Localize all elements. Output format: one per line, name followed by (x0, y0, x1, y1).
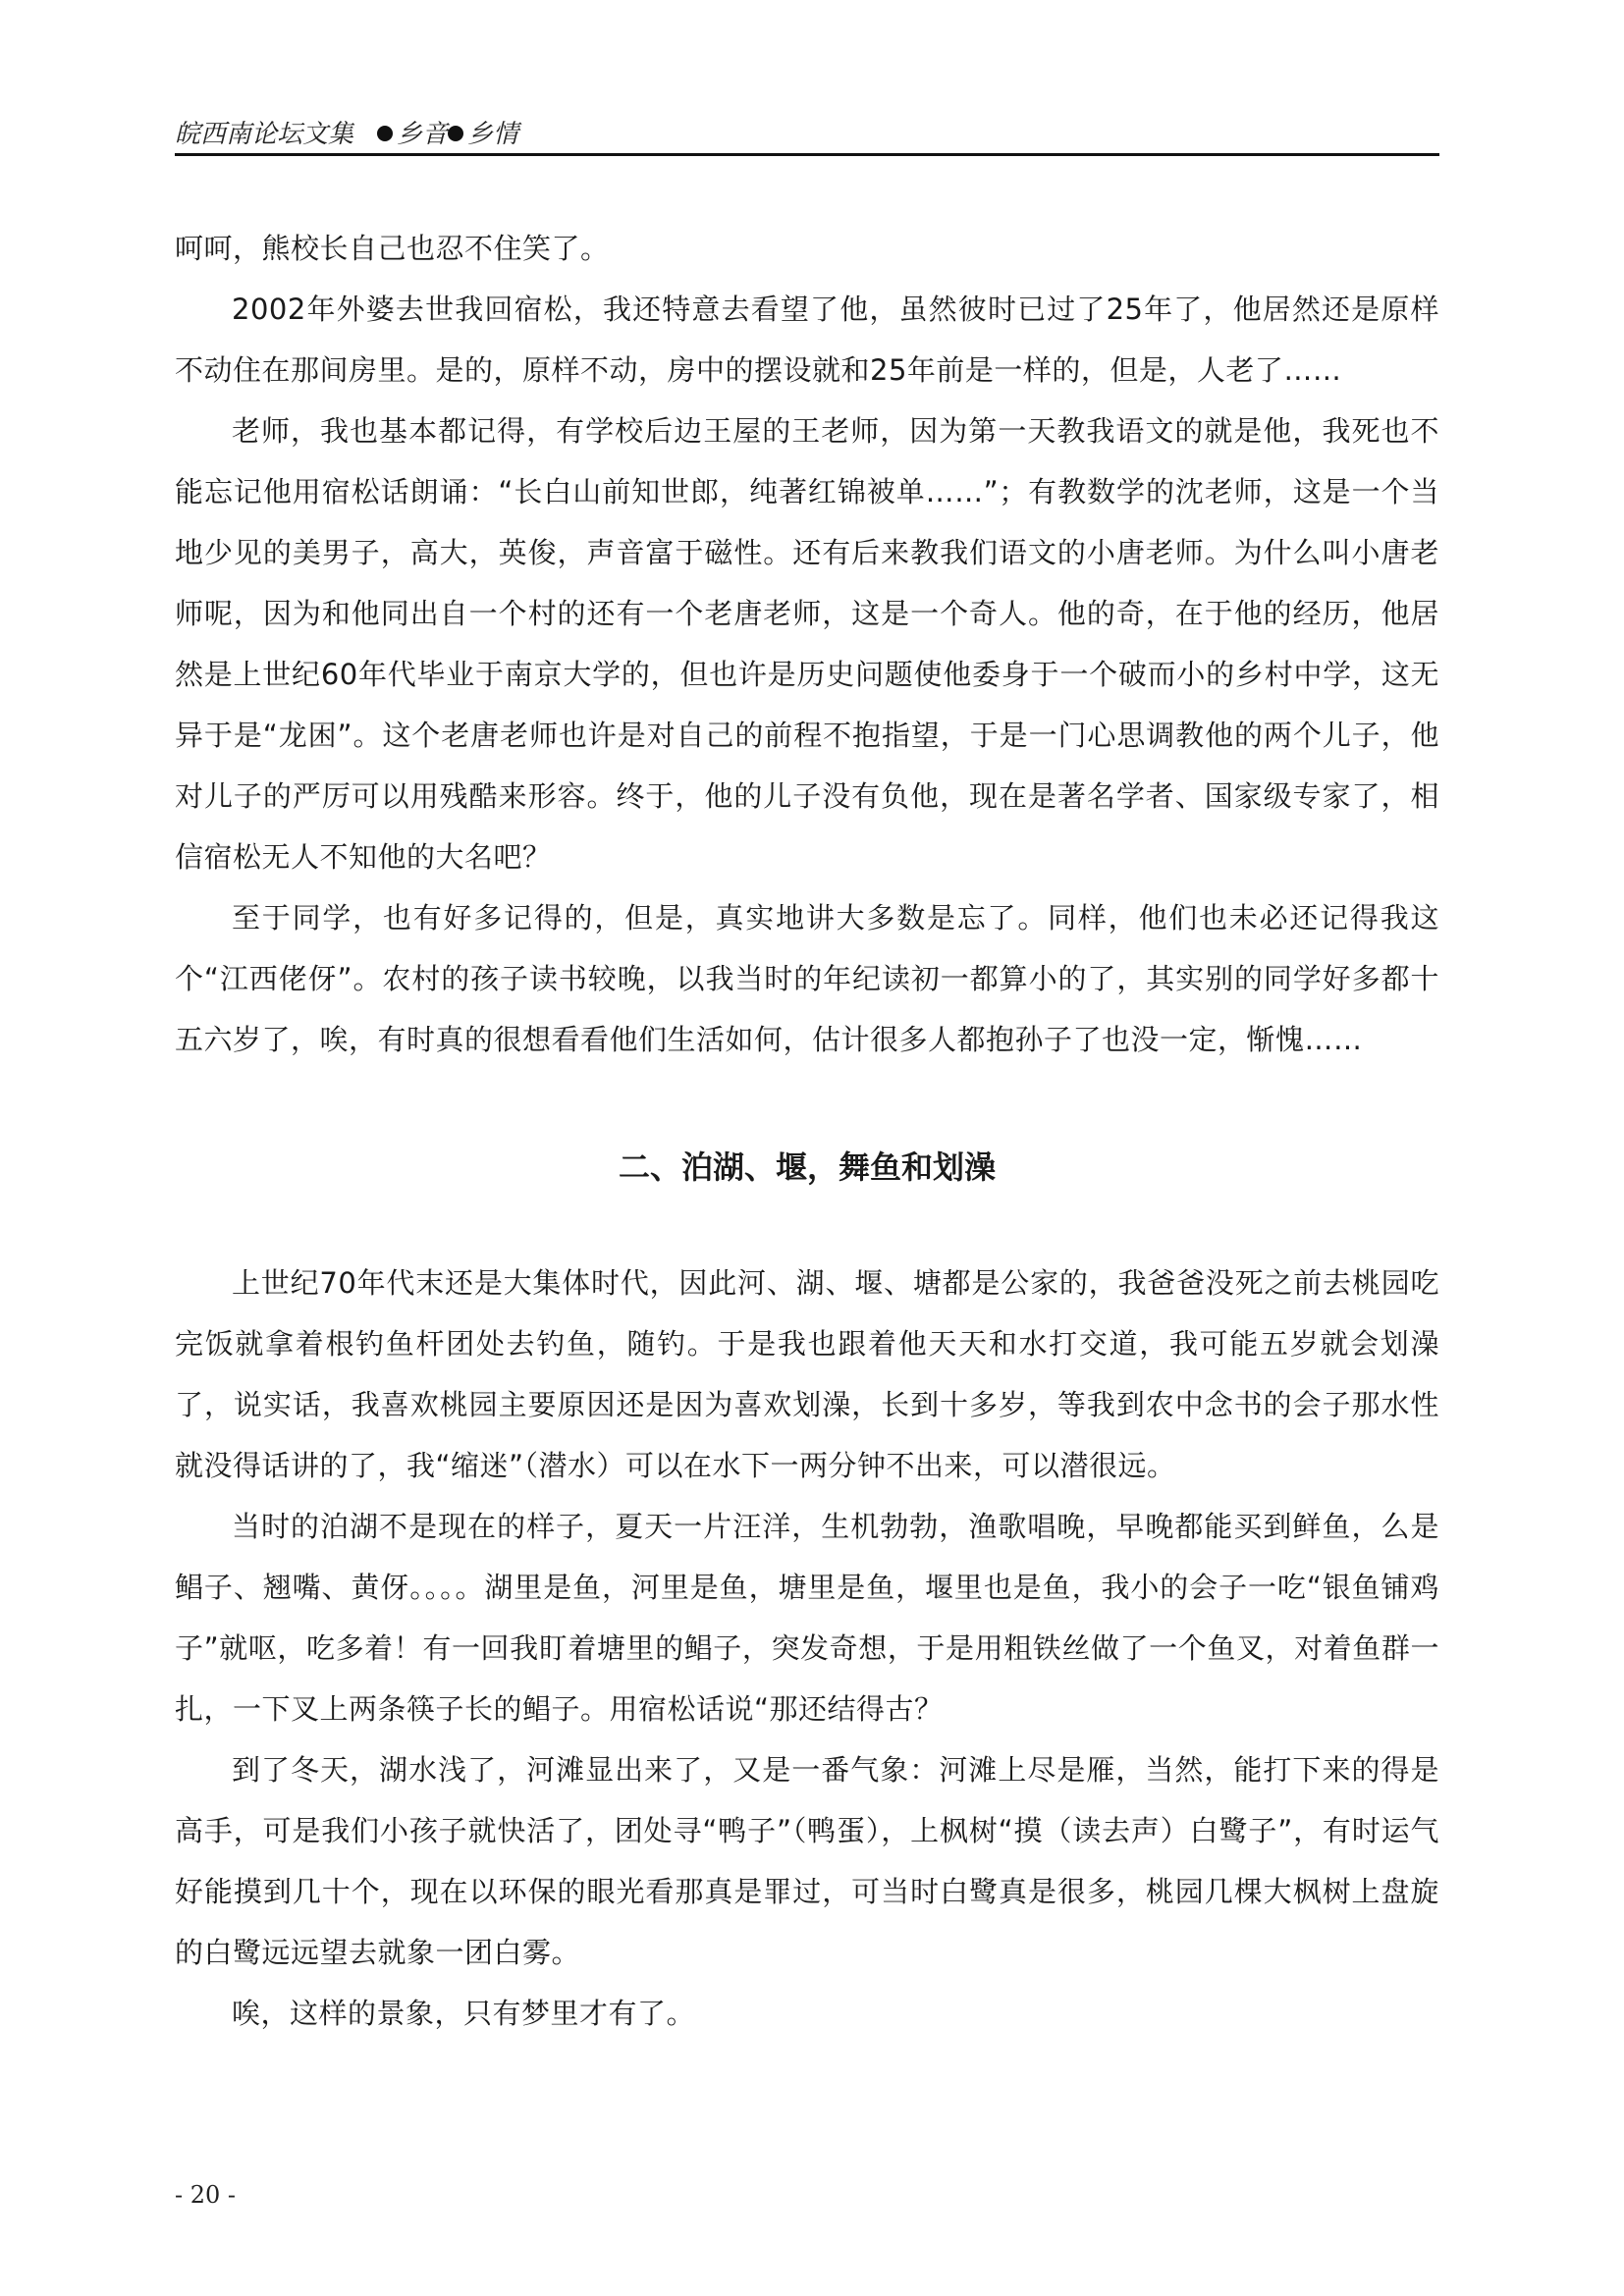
paragraph: 老师，我也基本都记得，有学校后边王屋的王老师，因为第一天教我语文的就是他，我死也不能忘记他用宿松话朗诵：“长白山前知世郎，纯著红锦被单……”；有教数学的沈老师，这是一个当地少见的美男子，高大，英俊，声音富于磁性。还有后来教我们语文的小唐老师。为什么叫小唐老师呢，因为和他同出自一个村的还有一个老唐老师，这是一个奇人。他的奇，在于他的经历，他居然是上世纪60年代毕业于南京大学的，但也许是历史问题使他委身于一个破而小的乡村中学，这无异于是“龙困”。这个老唐老师也许是对自己的前程不抱指望，于是一门心思调教他的两个儿子，他对儿子的严厉可以用残酷来形容。终于，他的儿子没有负他，现在是著名学者、国家级专家了，相信宿松无人不知他的大名吧？ (175, 414, 1439, 874)
page-header (175, 110, 1439, 156)
paragraph: 呵呵，熊校长自己也忍不住笑了。 (175, 232, 610, 265)
paragraph: 上世纪70年代末还是大集体时代，因此河、湖、堰、塘都是公家的，我爸爸没死之前去桃园吃完饭就拿着根钓鱼杆团处去钓鱼，随钓。于是我也跟着他天天和水打交道，我可能五岁就会划澡了，说实话，我喜欢桃园主要原因还是因为喜欢划澡，长到十多岁，等我到农中念书的会子那水性就没得话讲的了，我“缩迷”（潜水）可以在水下一两分钟不出来，可以潜很远。 (175, 1266, 1439, 1482)
header-collection-title: 皖西南论坛文集 (175, 120, 354, 149)
bullet-icon (448, 126, 463, 141)
paragraph: 至于同学，也有好多记得的，但是，真实地讲大多数是忘了。同样，他们也未必还记得我这个“江西佬伢”。农村的孩子读书较晚，以我当时的年纪读初一都算小的了，其实别的同学好多都十五六岁了，唉，有时真的很想看看他们生活如何，估计很多人都抱孙子了也没一定，惭愧…… (175, 901, 1439, 1056)
header-tag-2: 乡情 (467, 120, 519, 149)
paragraph: 当时的泊湖不是现在的样子，夏天一片汪洋，生机勃勃，渔歌唱晚，早晚都能买到鲜鱼，么是鲳子、翘嘴、黄伢。。。。湖里是鱼，河里是鱼，塘里是鱼，堰里也是鱼，我小的会子一吃“银鱼铺鸡子”就呕，吃多着！有一回我盯着塘里的鲳子，突发奇想，于是用粗铁丝做了一个鱼叉，对着鱼群一扎，一下叉上两条筷子长的鲳子。用宿松话说“那还结得古？ (175, 1510, 1439, 1726)
paragraph: 到了冬天，湖水浅了，河滩显出来了，又是一番气象：河滩上尽是雁，当然，能打下来的得是高手，可是我们小孩子就快活了，团处寻“鸭子”（鸭蛋），上枫树“摸（读去声）白鹭子”，有时运气好能摸到几十个，现在以环保的眼光看那真是罪过，可当时白鹭真是很多，桃园几棵大枫树上盘旋的白鹭远远望去就象一团白雾。 (175, 1753, 1439, 1969)
bullet-icon (377, 126, 393, 141)
paragraph: 唉，这样的景象，只有梦里才有了。 (232, 1997, 696, 2030)
header-tag-1: 乡音 (397, 120, 449, 149)
page-number: - 20 - (175, 2181, 237, 2209)
header-text (175, 114, 518, 150)
section-title: 二、泊湖、堰，舞鱼和划澡 (618, 1148, 996, 1186)
page-body (175, 218, 1439, 2044)
paragraph: 2002年外婆去世我回宿松，我还特意去看望了他，虽然彼时已过了25年了，他居然还是原样不动住在那间房里。是的，原样不动，房中的摆设就和25年前是一样的，但是，人老了…… (175, 293, 1439, 387)
